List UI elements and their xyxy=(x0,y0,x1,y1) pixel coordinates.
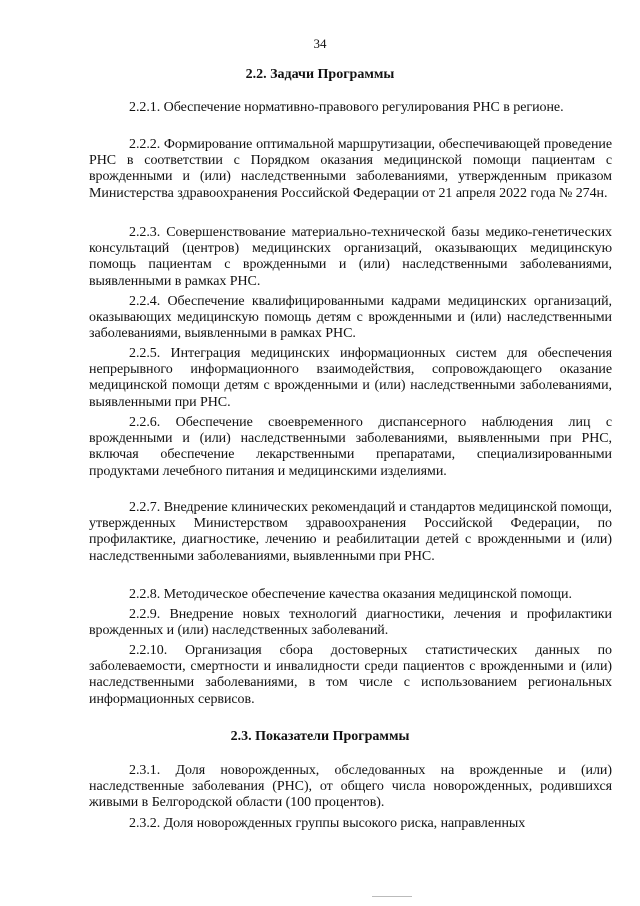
section-heading-tasks: 2.2. Задачи Программы xyxy=(245,67,395,82)
task-paragraph: 2.2.6. Обеспечение своевременного диспансерного наблюдения лиц с врожденными и (или) наследственными заболеваниями, выявленными при РНС, включая обеспечение лекарственными препаратами, специализированными продуктами лечебного питания и медицинскими изделиями. xyxy=(89,415,612,479)
indicator-paragraph: 2.3.1. Доля новорожденных, обследованных на врожденные и (или) наследственные заболевания (РНС), от общего числа новорожденных, родившихся живыми в Белгородской области (100 процентов). xyxy=(89,763,612,811)
task-paragraph: 2.2.10. Организация сбора достоверных статистических данных по заболеваемости, смертности и инвалидности среди пациентов с врожденными и (или) наследственными заболеваниями, в том числе с использованием региональных информационных сервисов. xyxy=(89,643,612,707)
task-paragraph: 2.2.3. Совершенствование материально-технической базы медико-генетических консультаций (центров) медицинских организаций, оказывающих медицинскую помощь пациентам с врожденными и (или) наследственными заболеваниями, выявленными в рамках РНС. xyxy=(89,225,612,289)
task-paragraph: 2.2.4. Обеспечение квалифицированными кадрами медицинских организаций, оказывающих медицинскую помощь детям с врожденными и (или) наследственными заболеваниями, выявленными в рамках РНС. xyxy=(89,294,612,342)
indicator-paragraph: 2.3.2. Доля новорожденных группы высокого риска, направленных xyxy=(129,816,526,831)
page-number: 34 xyxy=(313,36,327,51)
task-paragraph: 2.2.5. Интеграция медицинских информационных систем для обеспечения непрерывного информационного взаимодействия, сопровождающего оказание медицинской помощи детям с врожденными и (или) наследственными заболеваниями, выявленными при РНС. xyxy=(89,346,612,410)
task-paragraph: 2.2.9. Внедрение новых технологий диагностики, лечения и профилактики врожденных и (или) наследственных заболеваний. xyxy=(89,607,612,639)
task-paragraph: 2.2.7. Внедрение клинических рекомендаций и стандартов медицинской помощи, утвержденных Министерством здравоохранения Российской Федерации, по профилактике, диагностике, лечению и реабилитации детей с врожденными и (или) наследственными заболеваниями, выявленными при РНС. xyxy=(89,500,612,564)
task-paragraph: 2.2.8. Методическое обеспечение качества оказания медицинской помощи. xyxy=(129,587,572,602)
task-paragraph: 2.2.2. Формирование оптимальной маршрутизации, обеспечивающей проведение РНС в соответствии с Порядком оказания медицинской помощи пациентам с врожденными и (или) наследственными заболеваниями, утвержденным приказом Министерства здравоохранения Российской Федерации от 21 апреля 2022 года № 274н. xyxy=(89,137,612,201)
section-heading-indicators: 2.3. Показатели Программы xyxy=(230,729,410,744)
task-paragraph: 2.2.1. Обеспечение нормативно-правового регулирования РНС в регионе. xyxy=(129,100,564,115)
